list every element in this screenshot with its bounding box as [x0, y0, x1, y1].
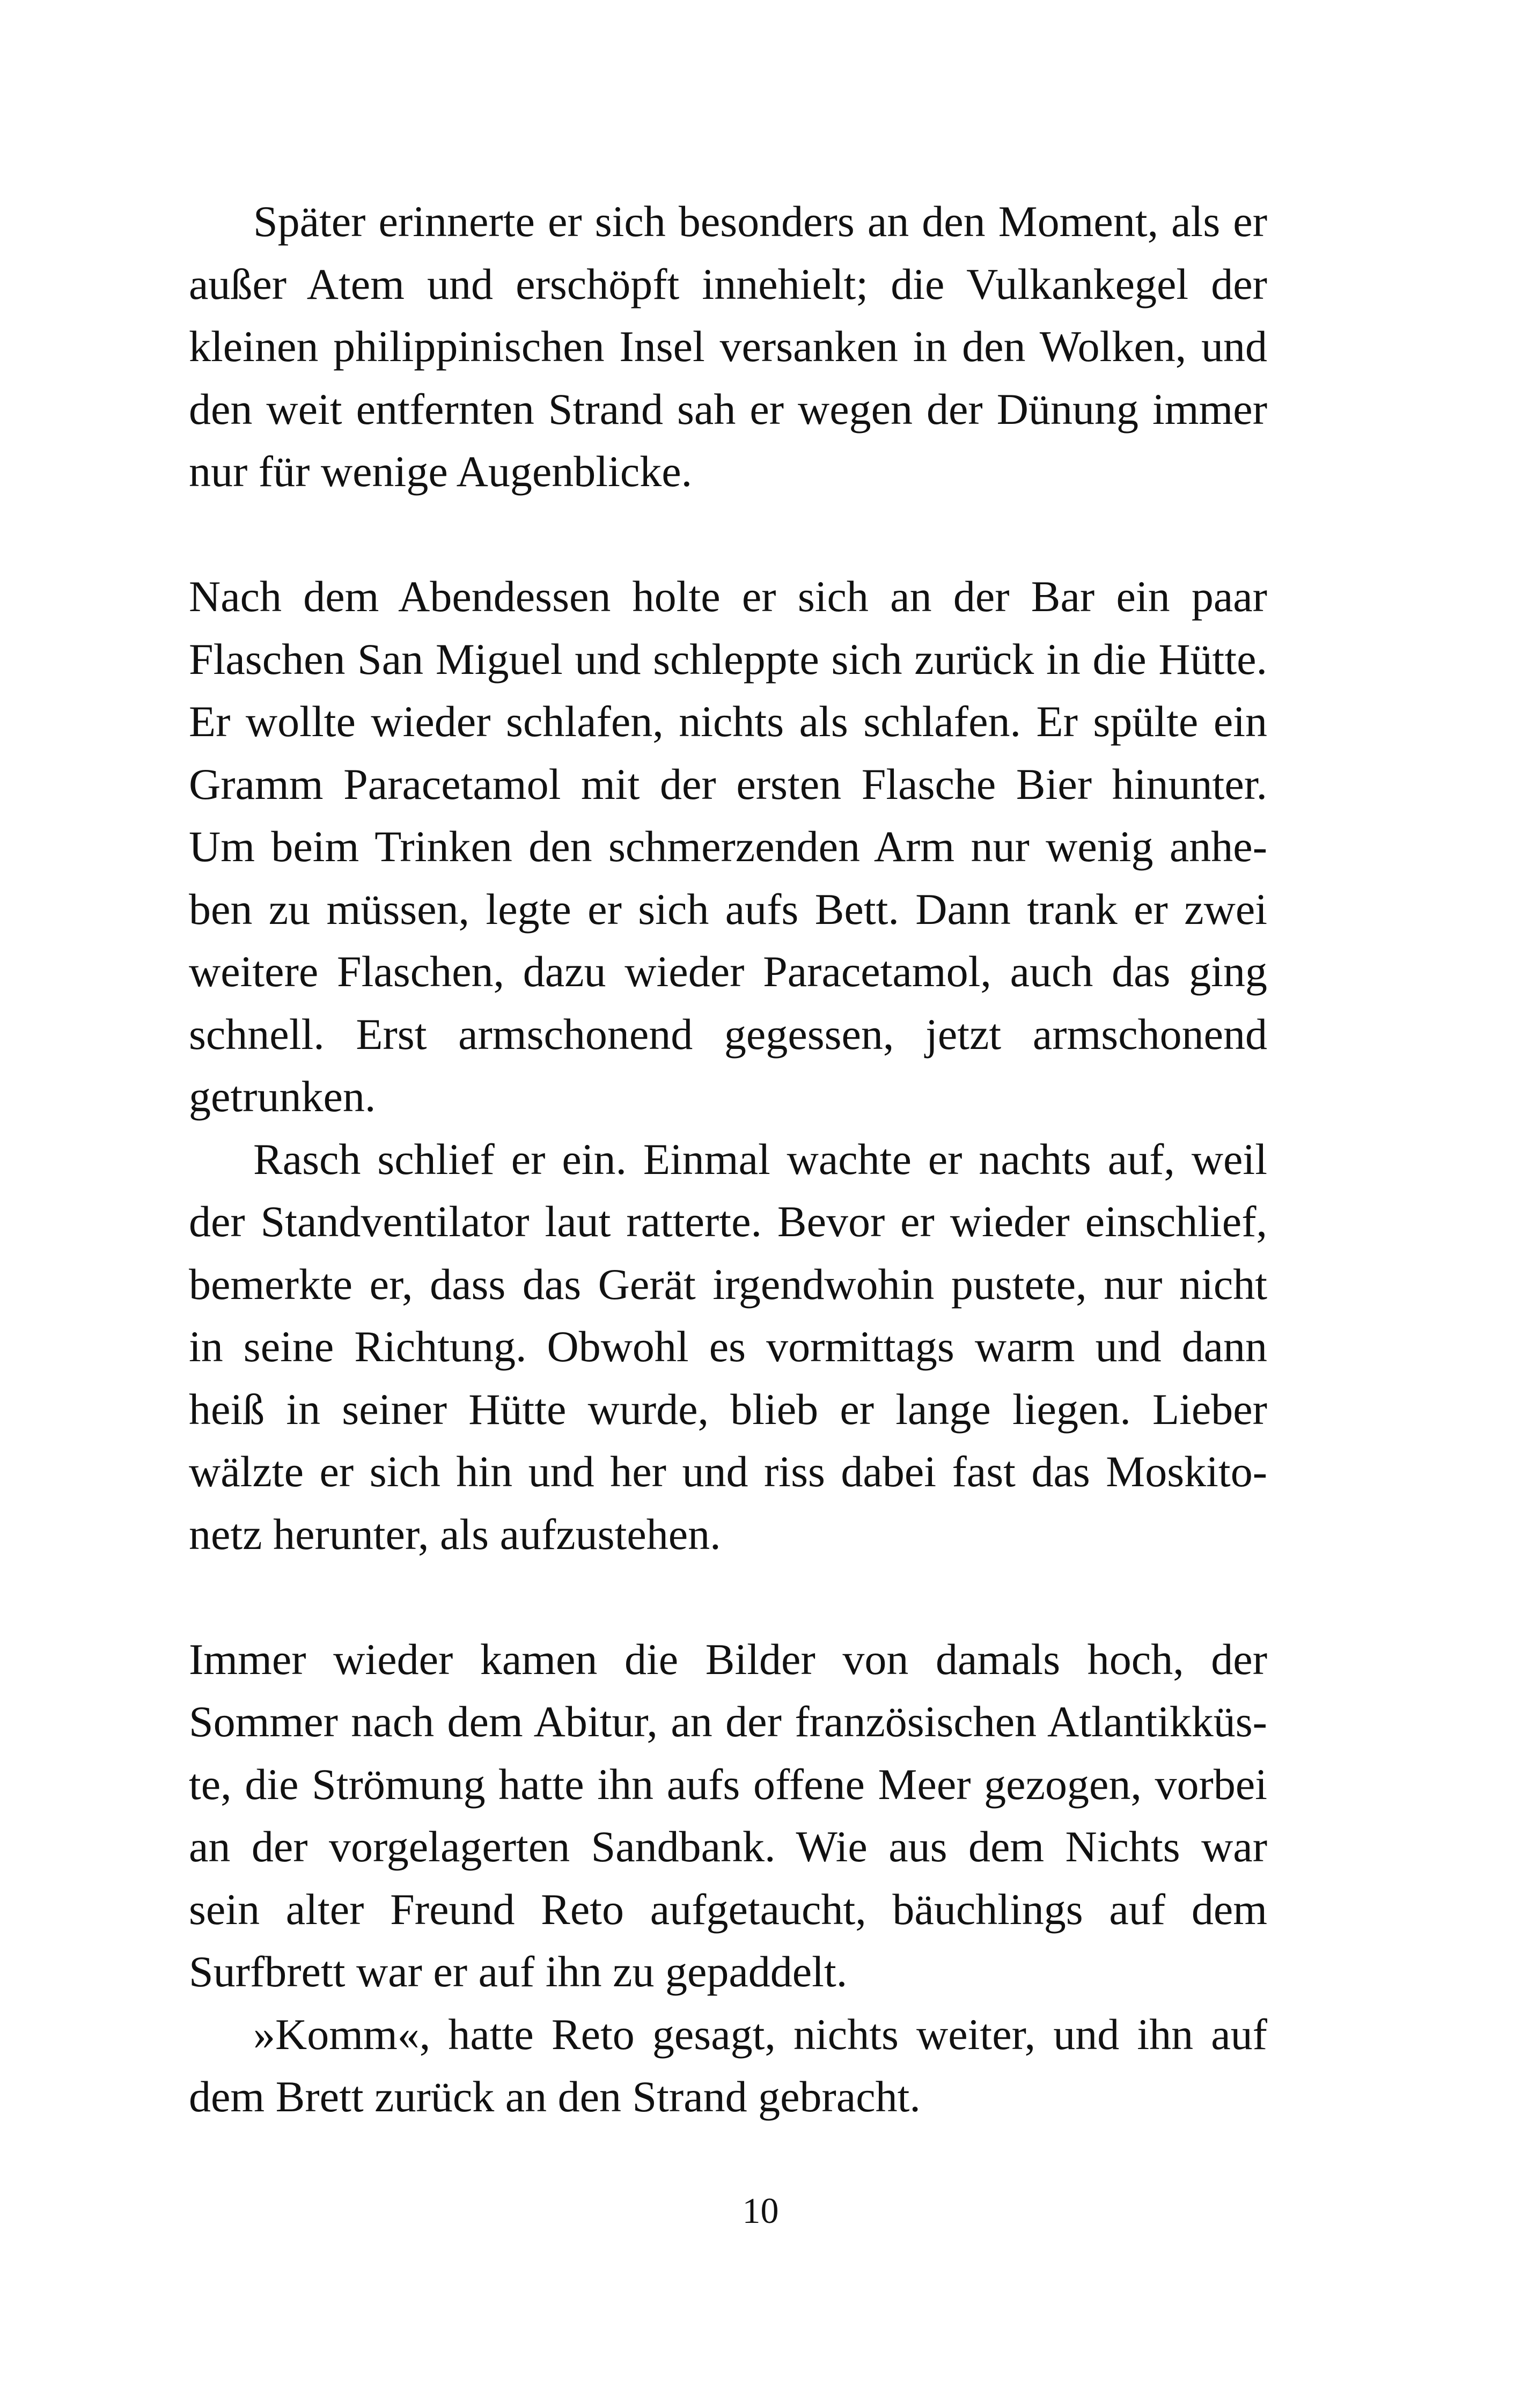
text-line: kleinen philippinischen Insel versanken in den Wolken, und [189, 322, 1267, 371]
text-line: heiß in seiner Hütte wurde, blieb er lange liegen. Lieber [189, 1384, 1267, 1434]
text-line: außer Atem und erschöpft innehielt; die Vulkankegel der [189, 259, 1267, 309]
text-line: nur für wenige Augenblicke. [189, 447, 693, 496]
text-line: wälzte er sich hin und her und riss dabei fast das Moskito- [189, 1447, 1267, 1496]
text-line: Gramm Paracetamol mit der ersten Flasche Bier hinunter. [189, 759, 1267, 809]
text-line: Er wollte wieder schlafen, nichts als schlafen. Er spülte ein [189, 697, 1267, 746]
text-line: schnell. Erst armschonend gegessen, jetzt armschonend [189, 1009, 1267, 1059]
text-line: an der vorgelagerten Sandbank. Wie aus dem Nichts war [189, 1822, 1267, 1871]
page-number: 10 [742, 2190, 779, 2231]
text-line: Rasch schlief er ein. Einmal wachte er nachts auf, weil [253, 1134, 1267, 1184]
text-line: Immer wieder kamen die Bilder von damals hoch, der [189, 1634, 1267, 1684]
text-line: sein alter Freund Reto aufgetaucht, bäuchlings auf dem [189, 1884, 1267, 1934]
text-line: »Komm«, hatte Reto gesagt, nichts weiter, und ihn auf [253, 2009, 1267, 2059]
text-line: Sommer nach dem Abitur, an der französischen Atlantikküs- [189, 1697, 1267, 1746]
text-line: Flaschen San Miguel und schleppte sich zurück in die Hütte. [189, 634, 1267, 684]
text-line: Surfbrett war er auf ihn zu gepaddelt. [189, 1947, 848, 1996]
text-line: ben zu müssen, legte er sich aufs Bett. Dann trank er zwei [189, 884, 1267, 934]
text-line: getrunken. [189, 1072, 376, 1121]
text-line: te, die Strömung hatte ihn aufs offene Meer gezogen, vorbei [189, 1759, 1267, 1809]
paragraph-gap [189, 503, 1267, 566]
text-line: Nach dem Abendessen holte er sich an der Bar ein paar [189, 572, 1267, 621]
text-line: Um beim Trinken den schmerzenden Arm nur wenig anhe- [189, 822, 1267, 871]
text-line: in seine Richtung. Obwohl es vormittags warm und dann [189, 1322, 1267, 1371]
text-line: der Standventilator laut ratterte. Bevor er wieder einschlief, [189, 1197, 1267, 1246]
body-text [189, 190, 1267, 2128]
text-line: dem Brett zurück an den Strand gebracht. [189, 2072, 921, 2121]
paragraph-gap [189, 1566, 1267, 1628]
text-line: den weit entfernten Strand sah er wegen der Dünung immer [189, 384, 1267, 434]
text-line: Später erinnerte er sich besonders an den Moment, als er [253, 197, 1267, 246]
text-line: bemerkte er, dass das Gerät irgendwohin pustete, nur nicht [189, 1259, 1267, 1309]
text-line: netz herunter, als aufzustehen. [189, 1509, 721, 1559]
text-line: weitere Flaschen, dazu wieder Paracetamol, auch das ging [189, 947, 1267, 996]
